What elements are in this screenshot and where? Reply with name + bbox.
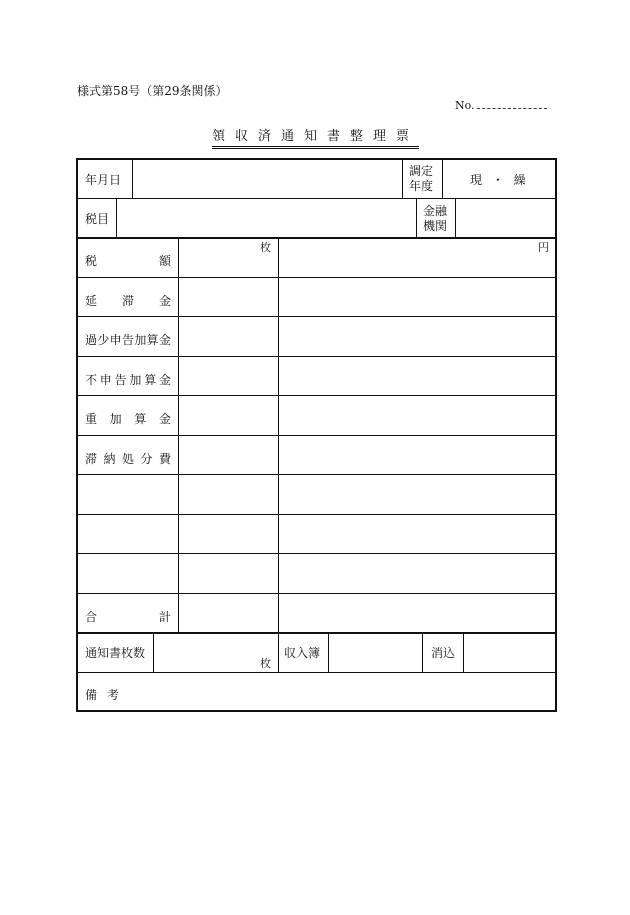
row-label-tax-amount: 税 額 xyxy=(85,254,171,268)
receipt-book-label: 収入簿 xyxy=(284,646,321,660)
notice-count-unit: 枚 xyxy=(260,657,271,670)
notice-count-label: 通知書枚数 xyxy=(85,646,146,660)
form-number: 様式第58号（第29条関係） xyxy=(77,84,228,98)
row-label-non-report-penalty: 不 申 告 加 算 金 xyxy=(85,373,171,387)
document-title: 領収済通知書整理票 xyxy=(212,129,419,149)
serial-number-blank xyxy=(477,99,547,109)
yen-unit-label: 円 xyxy=(538,241,549,254)
row-label-delinquency-cost: 滞 納 処 分 費 xyxy=(85,452,171,466)
serial-number-field xyxy=(455,99,547,112)
row-label-total: 合 計 xyxy=(85,610,171,624)
row-label-late-fee: 延 滞 金 xyxy=(85,294,171,308)
tax-item-label: 税目 xyxy=(85,212,110,226)
bank-label: 金融 機関 xyxy=(423,204,448,233)
row-label-under-report-penalty: 過 少 申 告 加 算 金 xyxy=(85,333,171,347)
remarks-label: 備 考 xyxy=(85,688,119,702)
cancel-label: 消込 xyxy=(431,646,456,660)
serial-number-label: No. xyxy=(455,99,475,112)
date-label: 年月日 xyxy=(85,173,122,187)
form-table xyxy=(76,158,557,712)
adjustment-year-label: 調定 年度 xyxy=(409,164,434,193)
sheets-unit-label: 枚 xyxy=(260,241,271,254)
cash-transfer-label: 現 ・ 繰 xyxy=(470,173,526,187)
row-label-heavy-penalty: 重 加 算 金 xyxy=(85,412,171,426)
